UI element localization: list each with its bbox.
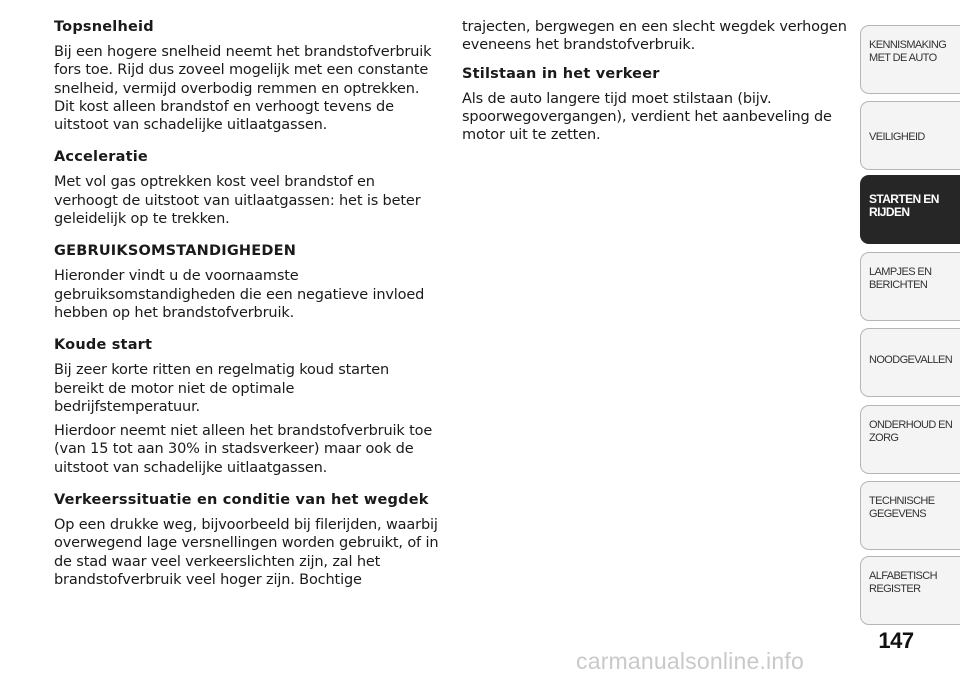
paragraph-gebruiksomstandigheden: Hieronder vindt u de voornaamste gebruiksomstandigheden die een negatieve invloed hebben op het brandstofverbruik. bbox=[54, 268, 425, 321]
tab-lampjes-en-berichten[interactable] bbox=[860, 252, 960, 321]
heading-verkeerssituatie: Verkeerssituatie en conditie van het wegdek bbox=[54, 492, 429, 509]
paragraph-topsnelheid: Bij een hogere snelheid neemt het brandstofverbruik fors toe. Rijd dus zoveel mogelijk met een constante snelheid, vermijd overbodig remmen en optrekken. Dit kost alleen brandstof en verhoogt tevens de uitstoot van schadelijke uitlaatgassen. bbox=[54, 44, 432, 134]
page-number: 147 bbox=[878, 628, 914, 653]
right-column bbox=[462, 18, 847, 154]
tab-onderhoud-en-zorg[interactable] bbox=[860, 405, 960, 474]
tab-starten-en-rijden[interactable] bbox=[860, 175, 960, 244]
tab-technische-gegevens[interactable] bbox=[860, 481, 960, 550]
tab-kennismaking[interactable] bbox=[860, 25, 960, 94]
tab-label: VEILIGHEID bbox=[869, 131, 925, 143]
left-column bbox=[54, 18, 439, 595]
heading-topsnelheid: Topsnelheid bbox=[54, 19, 154, 35]
watermark: carmanualsonline.info bbox=[576, 648, 804, 674]
tab-label: LAMPJES EN BERICHTEN bbox=[869, 266, 932, 291]
paragraph-continued: trajecten, bergwegen en een slecht wegdek verhogen eveneens het brandstofverbruik. bbox=[462, 19, 847, 54]
tab-veiligheid[interactable] bbox=[860, 101, 960, 170]
tab-label: ONDERHOUD EN ZORG bbox=[869, 419, 953, 444]
tab-label: TECHNISCHE GEGEVENS bbox=[869, 495, 935, 520]
paragraph-koude-start-1: Bij zeer korte ritten en regelmatig koud starten bereikt de motor niet de optimale bedrijfstemperatuur. bbox=[54, 362, 390, 415]
heading-acceleratie: Acceleratie bbox=[54, 149, 148, 166]
paragraph-verkeerssituatie: Op een drukke weg, bijvoorbeeld bij filerijden, waarbij overwegend lage versnellingen worden gebruikt, of in de stad waar veel verkeerslichten zijn, zal het brandstofverbruik veel hoger zijn. Bochtige bbox=[54, 517, 439, 588]
tab-label: STARTEN EN RIJDEN bbox=[869, 192, 939, 219]
paragraph-acceleratie: Met vol gas optrekken kost veel brandstof en verhoogt de uitstoot van uitlaatgassen: het is beter geleidelijk op te trekken. bbox=[54, 174, 421, 228]
chapter-tabs bbox=[860, 0, 960, 678]
tab-label: KENNISMAKING MET DE AUTO bbox=[869, 39, 947, 64]
tab-label: ALFABETISCH REGISTER bbox=[869, 570, 937, 595]
tab-noodgevallen[interactable] bbox=[860, 328, 960, 397]
paragraph-koude-start-2: Hierdoor neemt niet alleen het brandstofverbruik toe (van 15 tot aan 30% in stadsverkeer) maar ook de uitstoot van schadelijke uitlaatgassen. bbox=[54, 423, 433, 476]
heading-gebruiksomstandigheden: GEBRUIKSOMSTANDIGHEDEN bbox=[54, 243, 297, 260]
paragraph-stilstaan: Als de auto langere tijd moet stilstaan (bijv. spoorwegovergangen), verdient het aanbeveling de motor uit te zetten. bbox=[462, 90, 832, 144]
heading-stilstaan: Stilstaan in het verkeer bbox=[462, 65, 660, 82]
tab-label: NOODGEVALLEN bbox=[869, 354, 953, 366]
tab-alfabetisch-register[interactable] bbox=[860, 556, 960, 625]
heading-koude-start: Koude start bbox=[54, 337, 153, 354]
